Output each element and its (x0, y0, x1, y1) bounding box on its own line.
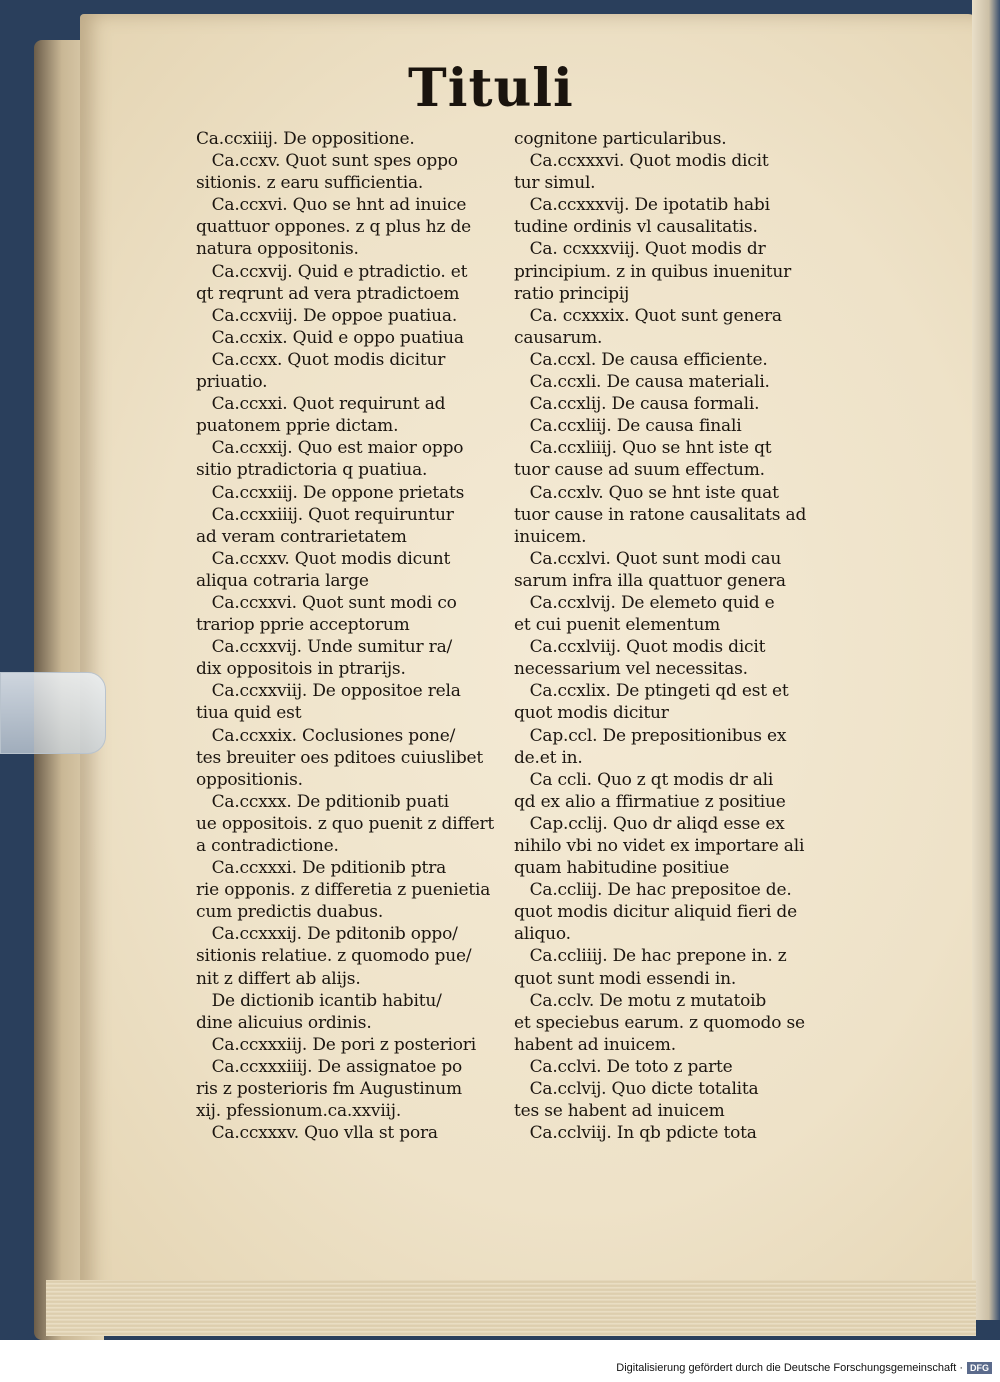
left-text-column (196, 128, 508, 1144)
text-line: qd ex alio a ffirmatiue z positiue (514, 791, 786, 812)
page-stack-edge (46, 1280, 976, 1336)
scanner-clamp (0, 672, 106, 754)
text-line: Ca.ccxxvij. Unde sumitur ra/ (196, 637, 453, 658)
text-line: Ca.ccxxvi. Quot sunt modi co (196, 592, 457, 613)
text-line: xij. pfessionum.ca.xxviij. (196, 1101, 402, 1122)
text-line: puatonem pprie dictam. (196, 416, 399, 437)
text-line: sitio ptradictoria q puatiua. (196, 460, 428, 481)
text-line: Ca. ccxxxix. Quot sunt genera (514, 305, 782, 326)
text-line: Ca.ccxlviij. Quot modis dicit (514, 637, 766, 658)
text-line: quattuor oppones. z q plus hz de (196, 217, 472, 238)
text-line: Ca.ccxxv. Quot modis dicunt (196, 548, 451, 569)
text-line: nihilo vbi no videt ex importare ali (514, 836, 805, 856)
footer-dot: · (956, 1362, 963, 1374)
text-line: tiua quid est (196, 703, 302, 724)
page-right-edge (972, 0, 1000, 1320)
text-line: Ca.ccxxxij. De pditonib oppo/ (196, 924, 458, 945)
text-line: aliqua cotraria large (196, 570, 369, 591)
text-line: oppositionis. (196, 769, 303, 790)
text-line: et speciebus earum. z quomodo se (514, 1012, 805, 1033)
text-line: quot modis dicitur aliquid fieri de (514, 902, 797, 923)
text-line: Ca.ccxv. Quot sunt spes oppo (196, 151, 458, 172)
text-line: habent ad inuicem. (514, 1034, 676, 1055)
text-line: tudine ordinis vl causalitatis. (514, 217, 758, 238)
text-line: Ca.cclv. De motu z mutatoib (514, 990, 767, 1011)
text-line: Ca.ccxxxiij. De pori z posteriori (196, 1034, 476, 1055)
text-line: quam habitudine positiue (514, 858, 730, 879)
text-line: Ca.cclvi. De toto z parte (514, 1056, 733, 1077)
text-line: causarum. (514, 327, 603, 348)
text-line: Ca.ccxlix. De ptingeti qd est et (514, 681, 789, 702)
text-line: Ca.ccxl. De causa efficiente. (514, 349, 768, 370)
text-line: Cap.ccl. De prepositionibus ex (514, 725, 787, 746)
text-line: Ca.ccxli. De causa materiali. (514, 372, 770, 393)
text-line: De dictionib icantib habitu/ (196, 990, 442, 1011)
text-line: quot modis dicitur (514, 703, 669, 724)
text-line: dix oppositois in ptrarijs. (196, 659, 406, 680)
text-line: necessarium vel necessitas. (514, 659, 748, 680)
text-line: natura oppositonis. (196, 239, 359, 260)
text-line: et cui puenit elementum (514, 615, 721, 636)
text-line: Ca.ccxxx. De pditionib puati (196, 791, 449, 812)
text-line: Ca.ccxxxvij. De ipotatib habi (514, 195, 770, 216)
text-line: Ca.ccxlvij. De elemeto quid e (514, 592, 775, 613)
text-line: Ca.ccxxviij. De oppositoe rela (196, 681, 461, 702)
text-line: Ca.ccxix. Quid e oppo puatiua (196, 327, 464, 348)
text-line: Ca ccli. Quo z qt modis dr ali (514, 769, 774, 790)
text-line: Ca.ccliiij. De hac prepone in. z (514, 946, 787, 967)
text-line: Ca.ccxx. Quot modis dicitur (196, 349, 446, 370)
text-line: Ca.ccxliiij. Quo se hnt iste qt (514, 438, 772, 459)
text-line: Ca.ccxlvi. Quot sunt modi cau (514, 548, 782, 569)
text-line: cognitone particularibus. (514, 129, 727, 149)
text-line: Ca.ccxliij. De causa finali (514, 416, 742, 437)
text-line: Ca.ccxxiij. De oppone prietats (196, 482, 465, 503)
text-line: Ca.ccxxxvi. Quot modis dicit (514, 151, 769, 172)
footer-text: Digitalisierung gefördert durch die Deutsche Forschungsgemeinschaft (616, 1362, 957, 1374)
text-line: aliquo. (514, 924, 571, 945)
text-line: cum predictis duabus. (196, 902, 384, 923)
text-line: Ca.ccxvij. Quid e ptradictio. et (196, 261, 468, 282)
text-line: Ca.cclviij. In qb pdicte tota (514, 1123, 757, 1144)
text-line: Ca.ccxxxi. De pditionib ptra (196, 858, 447, 879)
text-line: Ca.ccxxxv. Quo vlla st pora (196, 1123, 438, 1144)
text-line: inuicem. (514, 526, 587, 547)
text-line: Ca.ccxxxiiij. De assignatoe po (196, 1056, 463, 1077)
text-line: Cap.cclij. Quo dr aliqd esse ex (514, 813, 785, 834)
text-line: ris z posterioris fm Augustinum (196, 1079, 462, 1100)
text-line: Ca.ccxxiiij. Quot requiruntur (196, 504, 454, 525)
dfg-logo: DFG (967, 1362, 992, 1374)
text-line: rie opponis. z differetia z puenietia (196, 880, 491, 901)
text-line: quot sunt modi essendi in. (514, 968, 737, 989)
text-line: Ca.ccxviij. De oppoe puatiua. (196, 305, 458, 326)
text-line: trariop pprie acceptorum (196, 615, 410, 636)
text-line: qt reqrunt ad vera ptradictoem (196, 283, 460, 304)
text-line: ue oppositois. z quo puenit z differt (196, 813, 495, 834)
text-line: tuor cause ad suum effectum. (514, 460, 765, 481)
text-line: Ca. ccxxxviij. Quot modis dr (514, 239, 766, 260)
text-line: Ca.ccxiiij. De oppositione. (196, 129, 415, 149)
footer-credit (616, 1362, 992, 1374)
text-line: Ca.ccxxi. Quot requirunt ad (196, 394, 446, 415)
text-line: ratio principij (514, 283, 630, 304)
text-line: dine alicuius ordinis. (196, 1012, 372, 1033)
text-line: Ca.ccxvi. Quo se hnt ad inuice (196, 195, 467, 216)
text-line: sitionis. z earu sufficientia. (196, 173, 424, 194)
page-title: Tituli (408, 58, 574, 119)
text-line: nit z differt ab alijs. (196, 968, 361, 989)
text-line: tes breuiter oes pditoes cuiuslibet (196, 747, 484, 768)
text-line: tes se habent ad inuicem (514, 1101, 725, 1122)
text-line: Ca.ccxxij. Quo est maior oppo (196, 438, 464, 459)
text-line: tuor cause in ratone causalitats ad (514, 504, 807, 525)
text-line: sitionis relatiue. z quomodo pue/ (196, 946, 472, 967)
text-line: Ca.ccxxix. Coclusiones pone/ (196, 725, 456, 746)
right-text-column (514, 128, 834, 1144)
text-line: Ca.cclvij. Quo dicte totalita (514, 1079, 759, 1100)
text-line: Ca.ccliij. De hac prepositoe de. (514, 880, 792, 901)
text-line: Ca.ccxlij. De causa formali. (514, 394, 760, 415)
text-line: a contradictione. (196, 836, 339, 856)
text-line: priuatio. (196, 372, 268, 393)
text-line: tur simul. (514, 173, 596, 194)
text-line: ad veram contrarietatem (196, 526, 407, 547)
text-line: Ca.ccxlv. Quo se hnt iste quat (514, 482, 779, 503)
text-line: sarum infra illa quattuor genera (514, 570, 786, 591)
text-line: de.et in. (514, 747, 583, 768)
text-line: principium. z in quibus inuenitur (514, 261, 792, 282)
